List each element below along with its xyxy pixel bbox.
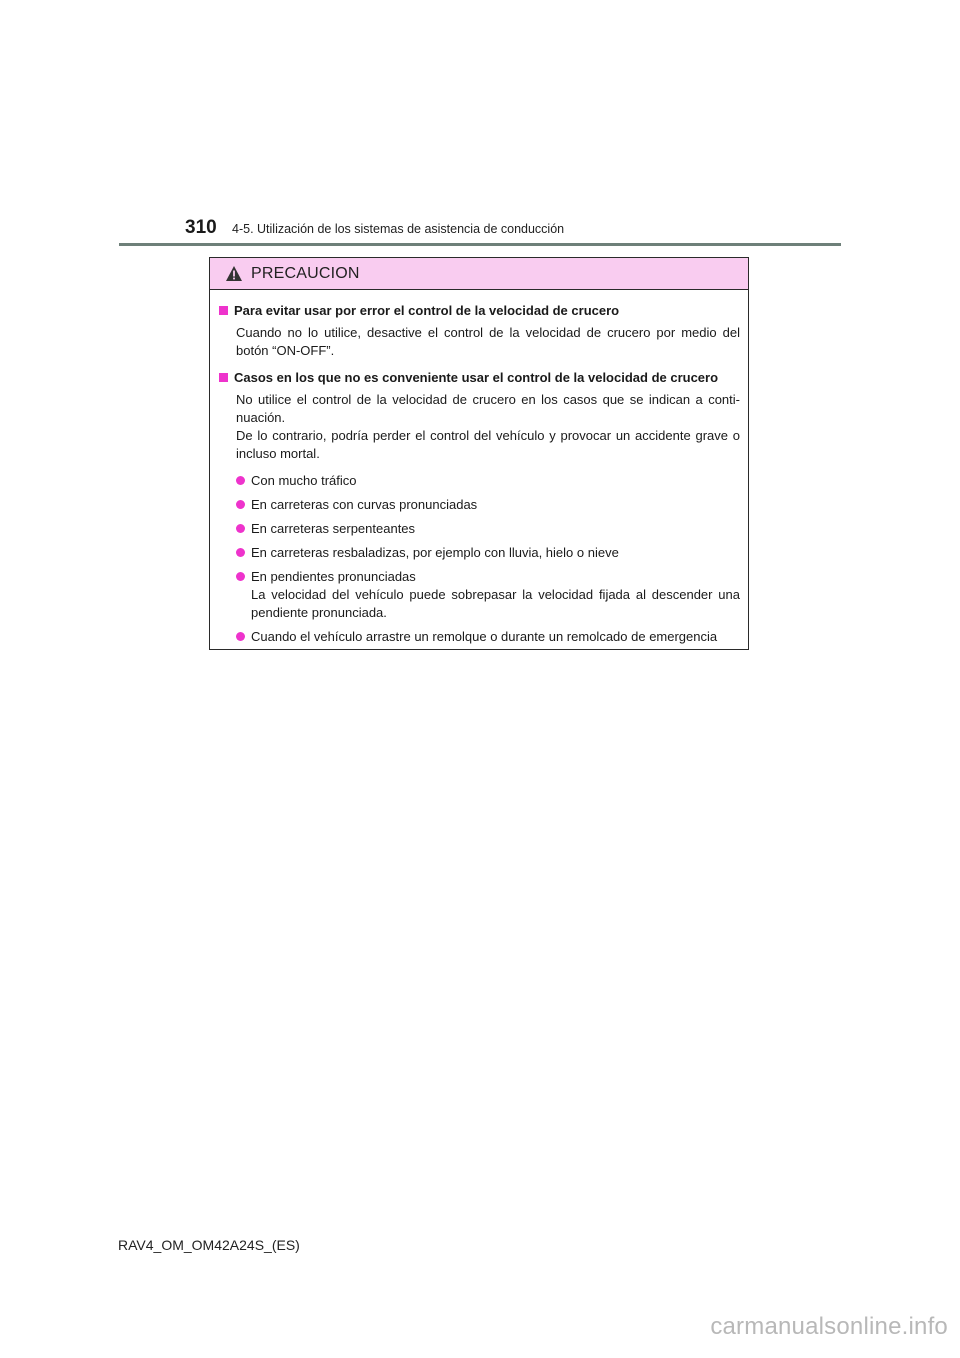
heading-text: Casos en los que no es conveniente usar el control de la velocidad de crucero (234, 370, 719, 385)
caution-section (219, 369, 740, 463)
section-heading (219, 369, 740, 387)
round-bullet-icon (236, 500, 245, 509)
list-item (219, 628, 740, 646)
round-bullet-icon (236, 572, 245, 581)
caution-title: PRECAUCION (251, 264, 360, 282)
list-item (219, 544, 740, 562)
warning-triangle-icon (225, 265, 243, 282)
list-item (219, 568, 740, 622)
page-number: 310 (185, 217, 217, 238)
header-divider (119, 243, 841, 246)
caution-box (209, 257, 749, 650)
round-bullet-icon (236, 524, 245, 533)
list-item-text: Con mucho tráfico (251, 473, 357, 488)
section-heading (219, 302, 740, 320)
list-item-label: En pendientes pronunciadas (251, 569, 416, 584)
list-item (219, 520, 740, 538)
list-item-text: En carreteras serpenteantes (251, 521, 416, 536)
square-bullet-icon (219, 306, 228, 315)
list-item-text: En carreteras con curvas pronunciadas (251, 497, 478, 512)
square-bullet-icon (219, 373, 228, 382)
list-item-text: Cuando el vehículo arrastre un remolque o durante un remolcado de emergencia (251, 629, 718, 644)
round-bullet-icon (236, 548, 245, 557)
list-item (219, 472, 740, 490)
section-title: 4-5. Utilización de los sistemas de asistencia de conducción (232, 222, 565, 236)
caution-header (210, 258, 748, 290)
list-item-text (251, 568, 740, 622)
round-bullet-icon (236, 476, 245, 485)
list-item-text: En carreteras resbaladizas, por ejemplo con lluvia, hielo o nieve (251, 545, 619, 560)
paragraph: Cuando no lo utilice, desactive el control de la velocidad de crucero por medio del botón “ON-OFF”. (236, 325, 740, 358)
heading-text: Para evitar usar por error el control de la velocidad de crucero (234, 303, 620, 318)
caution-section (219, 302, 740, 360)
paragraph: De lo contrario, podría perder el control del vehículo y provocar un accidente grave o incluso mortal. (236, 428, 740, 461)
watermark: carmanualsonline.info (710, 1313, 948, 1340)
caution-body (210, 290, 748, 646)
document-code: RAV4_OM_OM42A24S_(ES) (118, 1237, 300, 1253)
list-item (219, 496, 740, 514)
round-bullet-icon (236, 632, 245, 641)
list-item-note: La velocidad del vehículo puede sobrepasar la velocidad fijada al descender una pendiente pronunciada. (251, 587, 740, 620)
paragraph: No utilice el control de la velocidad de crucero en los casos que se indican a conti-nuación. (236, 392, 740, 425)
